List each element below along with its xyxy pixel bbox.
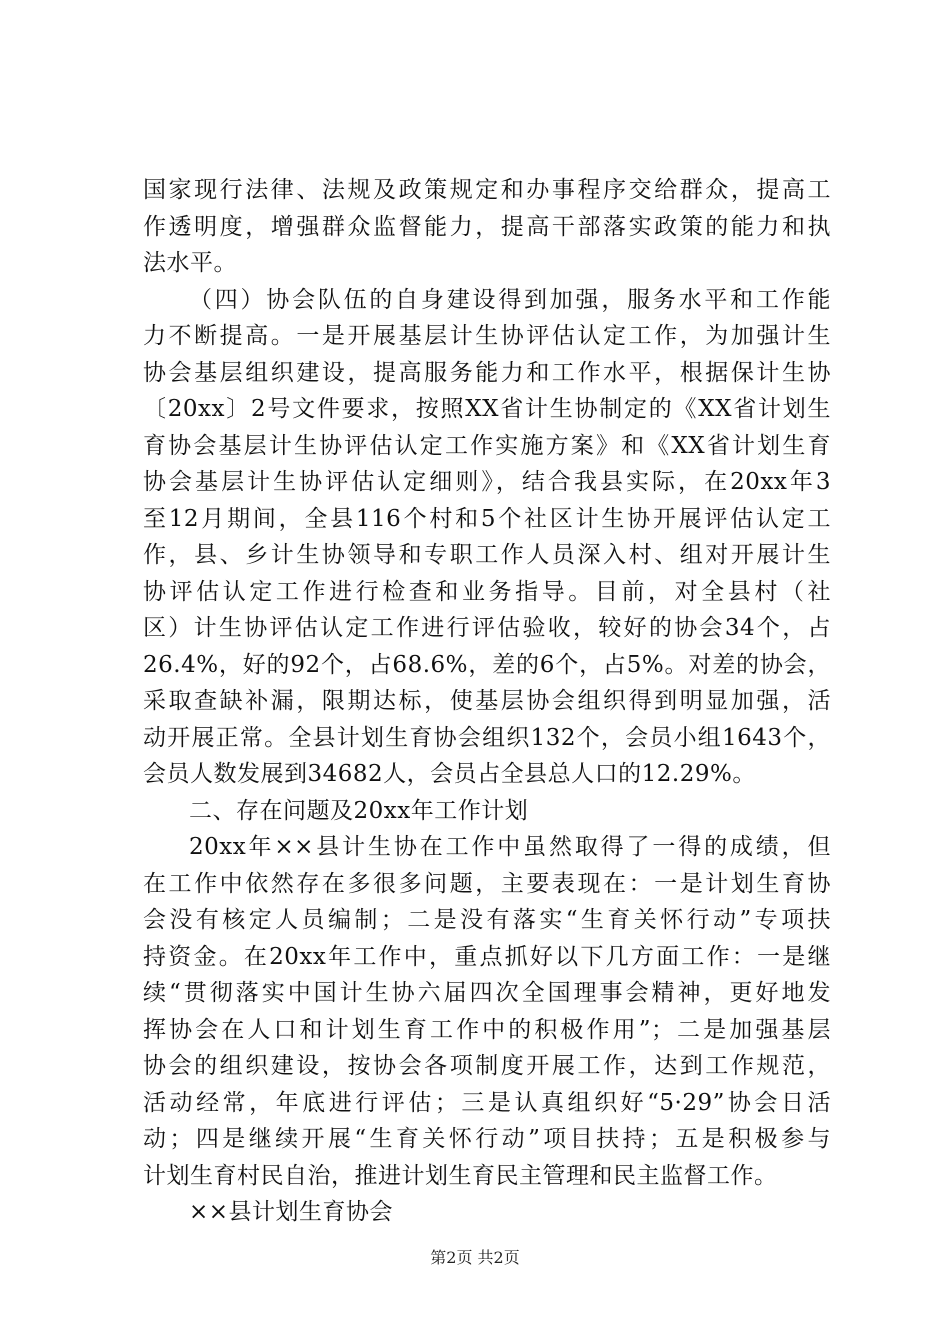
text-line: 计划生育村民自治，推进计划生育民主管理和民主监督工作。 [143,1162,778,1189]
page-number-footer: 第2页 共2页 [430,1248,520,1267]
text-line: 持资金。在20xx年工作中，重点抓好以下几方面工作：一是继 [143,943,831,970]
text-line: 区）计生协评估认定工作进行评估验收，较好的协会34个，占 [143,615,831,641]
text-line: 26.4%，好的92个，占68.6%，差的6个，占5%。对差的协会， [143,651,831,678]
text-line: 活动经常，年底进行评估；三是认真组织好“5·29”协会日活 [143,1089,831,1116]
text-line: 协会基层组织建设，提高服务能力和工作水平，根据保计生协 [143,359,831,386]
text-line: 协会的组织建设，按协会各项制度开展工作，达到工作规范， [143,1053,831,1079]
text-line: 采取查缺补漏，限期达标，使基层协会组织得到明显加强，活 [143,688,831,714]
signature-organization: ××县计划生育协会 [189,1199,394,1225]
text-line: 会没有核定人员编制；二是没有落实“生育关怀行动”专项扶 [143,907,831,933]
text-line: 协会基层计生协评估认定细则》，结合我县实际，在20xx年3 [143,469,831,495]
text-line: 动；四是继续开展“生育关怀行动”项目扶持；五是积极参与 [143,1126,831,1152]
document-body [143,172,831,1231]
text-line: 法水平。 [143,250,237,276]
text-line: 育协会基层计生协评估认定工作实施方案》和《XX省计划生育 [143,432,831,459]
text-line: 力不断提高。一是开展基层计生协评估认定工作，为加强计生 [143,323,831,349]
text-line: 国家现行法律、法规及政策规定和办事程序交给群众，提高工 [143,177,831,203]
text-line: 挥协会在人口和计划生育工作中的积极作用”；二是加强基层 [143,1016,831,1043]
text-line: 至12月期间，全县116个村和5个社区计生协开展评估认定工 [143,505,831,532]
text-line: 作透明度，增强群众监督能力，提高干部落实政策的能力和执 [143,213,831,240]
text-line: 作，县、乡计生协领导和专职工作人员深入村、组对开展计生 [143,542,831,568]
text-line: 动开展正常。全县计划生育协会组织132个，会员小组1643个， [143,724,831,751]
text-line: 〔20xx〕2号文件要求，按照XX省计生协制定的《XX省计划生 [143,396,831,422]
text-line: 续“贯彻落实中国计生协六届四次全国理事会精神，更好地发 [143,980,831,1006]
section-2-heading: 二、存在问题及20xx年工作计划 [189,797,529,824]
text-line: 协评估认定工作进行检查和业务指导。目前，对全县村（社 [143,578,831,605]
section-4-heading: （四）协会队伍的自身建设得到加强，服务水平和工作能 [189,286,831,313]
text-line: 会员人数发展到34682人，会员占全县总人口的12.29%。 [143,761,756,787]
text-line: 在工作中依然存在多很多问题，主要表现在：一是计划生育协 [143,870,831,897]
text-line: 20xx年××县计生协在工作中虽然取得了一得的成绩，但 [189,834,831,860]
